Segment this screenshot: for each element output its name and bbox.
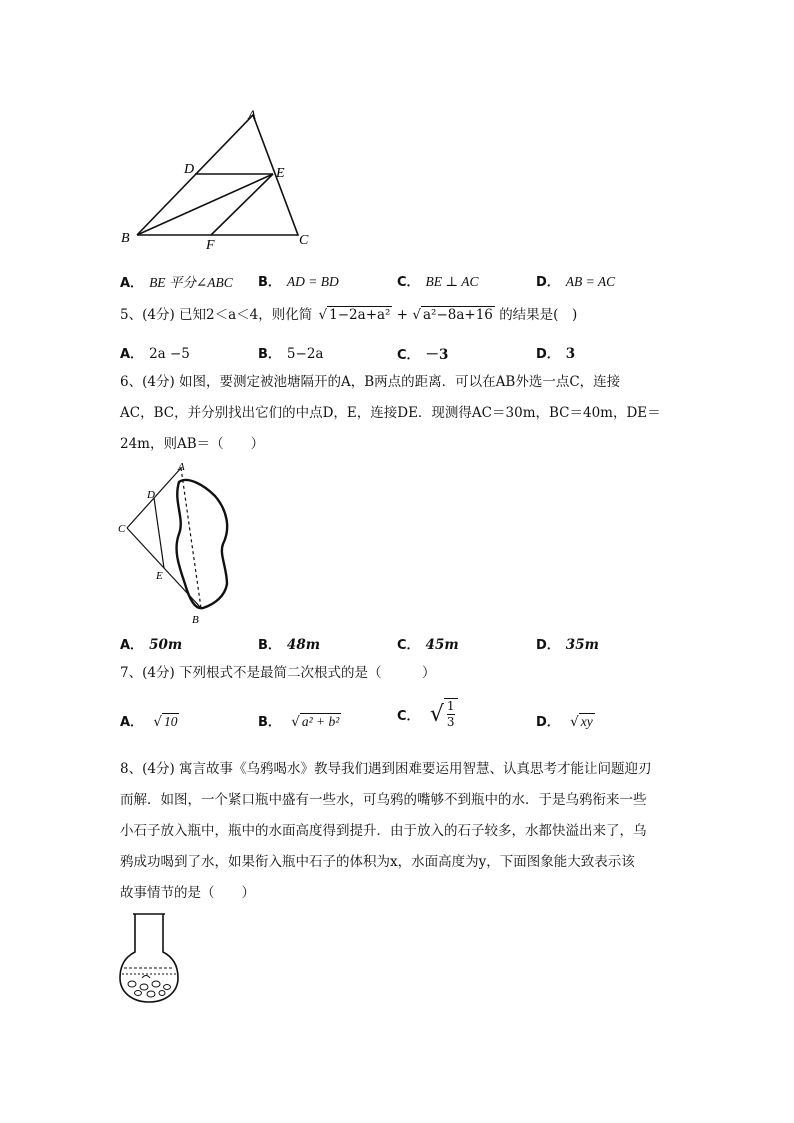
q5-option-b[interactable]: B． 5−2a <box>258 346 324 362</box>
q5-option-d[interactable]: D． 3 <box>536 346 576 362</box>
q6-option-a[interactable]: A． 50m <box>120 637 183 653</box>
q6-pond-figure <box>115 458 235 628</box>
label-e: E <box>276 166 285 181</box>
pond-label-a: A <box>178 461 185 473</box>
q6-stem-line-2: AC，BC，并分别找出它们的中点D，E，连接DE．现测得AC＝30m，BC＝40m，DE＝ <box>120 405 661 421</box>
pond-label-b: B <box>192 614 199 626</box>
q5-stem: 5、(4分) 已知2＜a＜4，则化简 √ 1−2a+a² + √ a²−8a+16 的结果是( ) <box>120 307 578 323</box>
label-f: F <box>206 238 215 253</box>
q4-option-b[interactable]: B． AD = BD <box>258 274 339 290</box>
q7-option-a[interactable]: A． √ 10 <box>120 714 178 730</box>
q7-option-c[interactable]: C． √ $\frac{1}{3}$ <box>397 698 458 730</box>
q8-stem-line-1: 8、(4分) 寓言故事《乌鸦喝水》教导我们遇到困难要运用智慧、认真思考才能让问题迎刃 <box>120 761 652 777</box>
q5-option-a[interactable]: A． 2a −5 <box>120 346 190 362</box>
q7-stem: 7、(4分) 下列根式不是最简二次根式的是（ ） <box>120 665 436 681</box>
q8-stem-line-4: 鸦成功喝到了水，如果衔入瓶中石子的体积为x，水面高度为y，下面图象能大致表示该 <box>120 854 635 870</box>
q6-option-b[interactable]: B． 48m <box>258 637 320 653</box>
q6-stem-line-3: 24m，则AB＝（ ） <box>120 436 265 452</box>
pond-label-e: E <box>156 570 163 582</box>
q4-option-a[interactable]: A． BE 平分∠ABC <box>120 275 233 291</box>
label-c: C <box>299 233 309 248</box>
q7-c-radical: √ <box>429 701 444 727</box>
q8-stem-line-3: 小石子放入瓶中，瓶中的水面高度得到提升．由于放入的石子较多，水都快溢出来了，乌 <box>120 823 647 839</box>
pond-label-d: D <box>147 489 155 501</box>
q4-option-c[interactable]: C． BE ⊥ AC <box>397 274 479 290</box>
label-d: D <box>184 162 195 177</box>
q5-radical-1: √ 1−2a+a² <box>318 307 391 323</box>
q5-option-c[interactable]: C． －3 <box>397 347 449 363</box>
q8-bottle-figure <box>118 912 180 1004</box>
q7-a-radical: √ 10 <box>153 714 178 730</box>
q6-stem-line-1: 6、(4分) 如图，要测定被池塘隔开的A，B两点的距离．可以在AB外选一点C，连接 <box>120 374 621 390</box>
q4-triangle-figure <box>115 105 325 255</box>
q4-option-d[interactable]: D． AB = AC <box>536 274 616 290</box>
label-a: A <box>248 107 256 122</box>
q7-option-d[interactable]: D． √ xy <box>536 714 593 730</box>
q8-stem-line-2: 而解．如图，一个紧口瓶中盛有一些水，可乌鸦的嘴够不到瓶中的水．于是乌鸦衔来一些 <box>120 792 647 808</box>
pond-label-c: C <box>118 523 126 535</box>
q7-b-radical: √ a² + b² <box>291 714 340 730</box>
q5-radical-2: √ a²−8a+16 <box>412 307 493 323</box>
q7-option-b[interactable]: B． √ a² + b² <box>258 714 340 730</box>
q7-d-radical: √ xy <box>570 714 593 730</box>
q6-option-d[interactable]: D． 35m <box>536 637 599 653</box>
q8-stem-line-5: 故事情节的是（ ） <box>120 885 255 901</box>
label-b: B <box>121 231 130 246</box>
q6-option-c[interactable]: C． 45m <box>397 637 459 653</box>
